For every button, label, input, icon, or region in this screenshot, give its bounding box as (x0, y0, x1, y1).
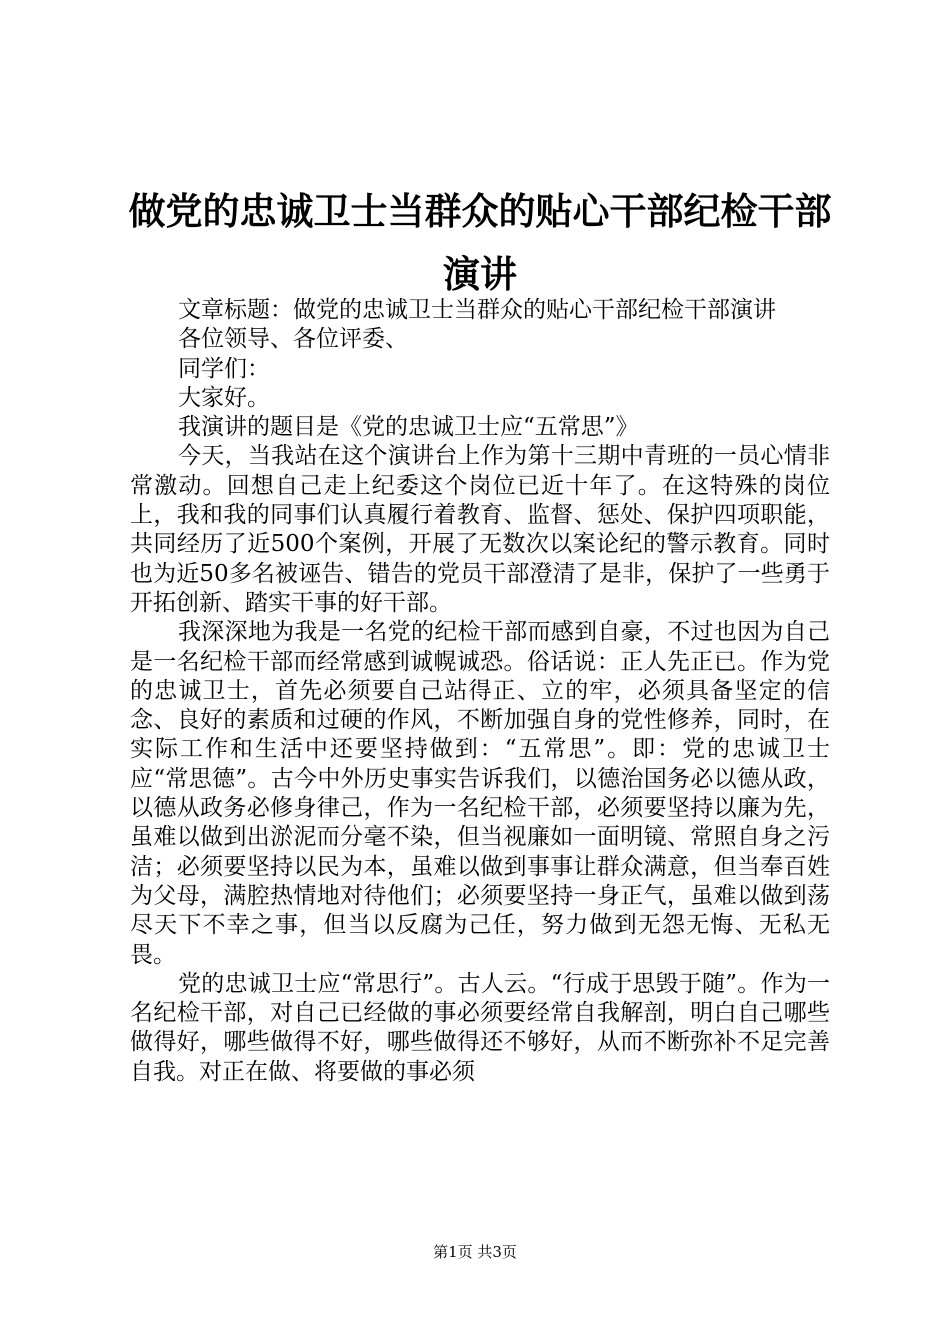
document-title: 做党的忠诚卫士当群众的贴心干部纪检干部演讲 (128, 189, 832, 296)
paragraph-greeting: 大家好。 (178, 384, 270, 411)
paragraph-salutation-classmates: 同学们： (178, 355, 270, 382)
paragraph-speech-topic: 我演讲的题目是《党的忠诚卫士应“五常思”》 (178, 414, 639, 441)
page-footer: 第1页 共3页 (433, 1243, 517, 1261)
paragraph-article-title: 文章标题：做党的忠诚卫士当群众的贴心干部纪检干部演讲 (178, 297, 776, 323)
paragraph-body: 党的忠诚卫士应“常思行”。古人云。“行成于思毁于随”。作为一名纪检干部，对自己已经做的事必须要经常自我解剖，明白自己哪些做得好，哪些做得不好，哪些做得还不够好，从而不断弥补不足完善自我。对正在做、将要做的事必须 (130, 970, 830, 1085)
document-body (130, 296, 830, 1087)
paragraph-salutation-leaders: 各位领导、各位评委、 (178, 326, 408, 353)
paragraph-body: 我深深地为我是一名党的纪检干部而感到自豪，不过也因为自己是一名纪检干部而经常感到诚幌诚恐。俗话说：正人先正已。作为党的忠诚卫士，首先必须要自己站得正、立的牢，必须具备坚定的信念、良好的素质和过硬的作风，不断加强自身的党性修养，同时，在实际工作和生活中还要坚持做到：“五常思”。即：党的忠诚卫士应“常思德”。古今中外历史事实告诉我们，以德治国务必以德从政，以德从政务必修身律己，作为一名纪检干部，必须要坚持以廉为先，虽难以做到出淤泥而分毫不染，但当视廉如一面明镜、常照自身之污洁；必须要坚持以民为本，虽难以做到事事让群众满意，但当奉百姓为父母，满腔热情地对待他们；必须要坚持一身正气，虽难以做到荡尽天下不幸之事，但当以反腐为己任，努力做到无怨无悔、无私无畏。 (130, 619, 830, 968)
paragraph-body: 今天，当我站在这个演讲台上作为第十三期中青班的一员心情非常激动。回想自己走上纪委这个岗位已近十年了。在这特殊的岗位上，我和我的同事们认真履行着教育、监督、惩处、保护四项职能，共同经历了近500个案例，开展了无数次以案论纪的警示教育。同时也为近50多名被诬告、错告的党员干部澄清了是非，保护了一些勇于开拓创新、踏实干事的好干部。 (130, 443, 830, 616)
